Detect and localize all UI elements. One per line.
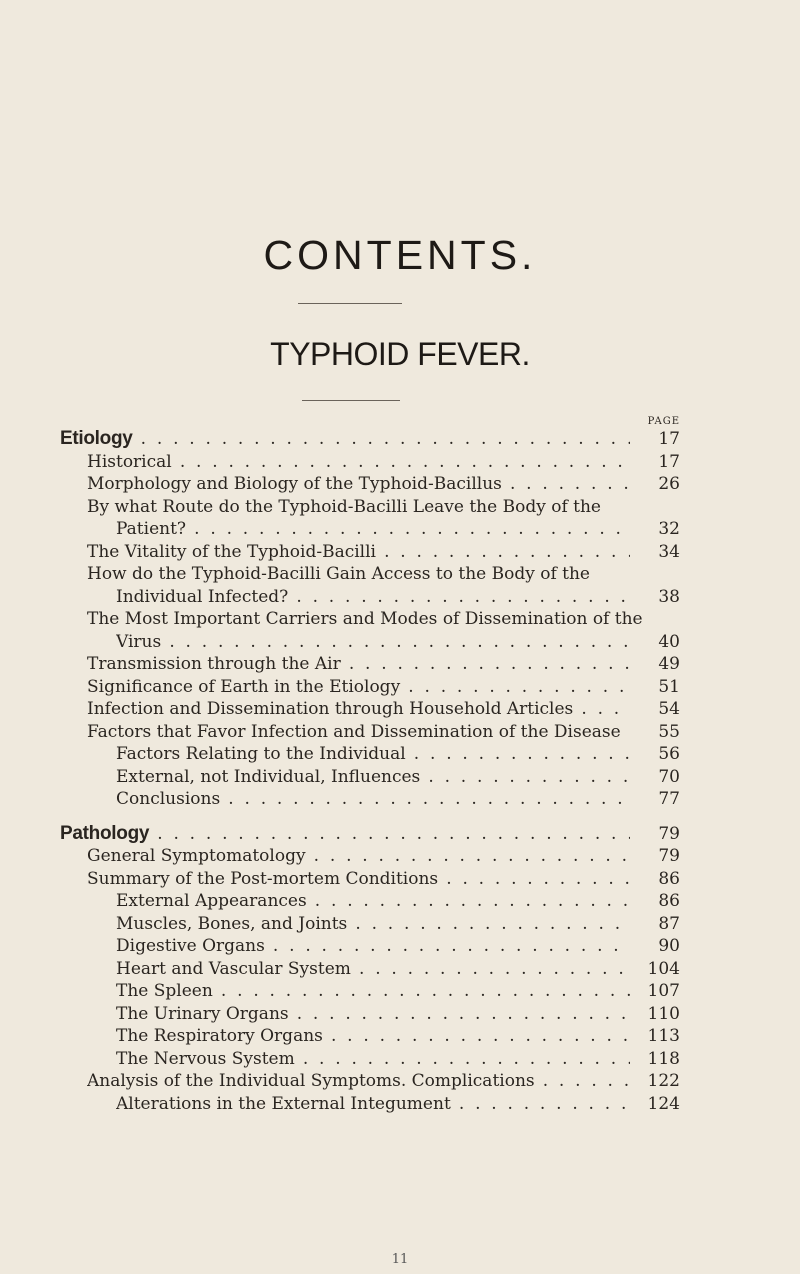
toc-entry-title: Significance of Earth in the Etiology (87, 676, 401, 697)
toc-page-number: 26 (658, 474, 680, 494)
toc-entry (60, 935, 680, 958)
toc-entry-title: Factors Relating to the Individual (116, 744, 406, 764)
toc-entry-title-continued: Individual Infected? . . . (116, 586, 630, 609)
toc-page-number: 32 (658, 519, 680, 539)
toc-entry-title: The Nervous System (116, 1048, 295, 1069)
divider-rule (302, 400, 400, 401)
toc-entry (60, 868, 680, 891)
toc-entry (60, 1093, 680, 1116)
toc-entry-title: The Spleen (116, 981, 213, 1001)
toc-page-number: 56 (658, 744, 680, 764)
toc-entry (60, 451, 680, 474)
toc-entry (60, 653, 680, 676)
toc-page-number: 17 (658, 429, 680, 449)
toc-entry-title: Factors that Favor Infection and Dissemination of the Disease (87, 721, 621, 742)
toc-entry-title: Digestive Organs (116, 936, 265, 956)
toc-entry (60, 1003, 680, 1026)
table-of-contents (60, 428, 680, 1115)
toc-page-number: 79 (658, 823, 680, 844)
toc-major-entry (60, 823, 680, 846)
toc-page-number: 34 (658, 541, 680, 562)
toc-entry-title: Transmission through the Air (87, 654, 341, 674)
toc-entry-title: Heart and Vascular System (116, 958, 351, 979)
toc-page-number: 49 (658, 654, 680, 674)
toc-entry (60, 788, 680, 811)
toc-entry-title: External, not Individual, Influences (116, 766, 421, 787)
toc-entry (60, 721, 680, 744)
toc-entry (60, 496, 680, 541)
toc-page-number: 86 (658, 891, 680, 911)
toc-page-number: 55 (658, 721, 680, 742)
toc-entry-title: Historical (87, 451, 172, 472)
toc-entry-title: External Appearances (116, 891, 307, 911)
toc-entry (60, 698, 680, 721)
section-title: TYPHOID FEVER. (270, 336, 530, 372)
toc-page-number: 70 (658, 766, 680, 787)
toc-page-number: 40 (658, 631, 680, 652)
toc-entry-title: The Vitality of the Typhoid-Bacilli (87, 541, 376, 562)
toc-entry (60, 958, 680, 981)
toc-page-number: 122 (647, 1071, 680, 1091)
toc-entry-title: The Respiratory Organs (116, 1026, 323, 1046)
toc-entry (60, 563, 680, 608)
toc-entry (60, 980, 680, 1003)
toc-major-entry (60, 428, 680, 451)
toc-entry-title-continued: Patient? . . . (116, 518, 630, 541)
toc-page-number: 77 (658, 789, 680, 809)
toc-entry (60, 541, 680, 564)
toc-entry-title: The Most Important Carriers and Modes of Dissemination of the (87, 609, 643, 629)
toc-entry (60, 743, 680, 766)
toc-entry (60, 890, 680, 913)
toc-page-number: 38 (658, 586, 680, 607)
toc-entry (60, 1025, 680, 1048)
toc-page-number: 104 (647, 958, 680, 979)
toc-entry-title: How do the Typhoid-Bacilli Gain Access to the Body of the (87, 564, 590, 584)
toc-page-number: 87 (658, 913, 680, 934)
toc-page-number: 54 (658, 699, 680, 719)
toc-entry (60, 845, 680, 868)
toc-page-number: 51 (658, 676, 680, 697)
divider-rule (298, 303, 402, 304)
toc-entry (60, 766, 680, 789)
toc-page-number: 113 (647, 1026, 680, 1046)
contents-title: CONTENTS. (263, 232, 537, 278)
toc-page-number: 90 (658, 936, 680, 956)
toc-entry-title-continued: Virus . . . (116, 631, 630, 654)
toc-entry-title: Conclusions (116, 789, 221, 809)
toc-page-number: 107 (647, 981, 680, 1001)
toc-entry-title: The Urinary Organs (116, 1003, 289, 1024)
toc-entry (60, 1048, 680, 1071)
toc-entry (60, 913, 680, 936)
page-number: 11 (391, 1252, 409, 1267)
toc-entry-title: By what Route do the Typhoid-Bacilli Leave the Body of the (87, 496, 601, 517)
toc-entry-title: Alterations in the External Integument (116, 1093, 451, 1114)
toc-entry-title: Etiology (60, 428, 133, 449)
page-column-label: PAGE (647, 416, 680, 427)
toc-entry-title: Summary of the Post-mortem Conditions (87, 868, 439, 889)
toc-entry-title: Analysis of the Individual Symptoms. Complications (87, 1071, 535, 1091)
toc-page-number: 86 (658, 868, 680, 889)
toc-entry (60, 608, 680, 653)
toc-page-number: 79 (658, 846, 680, 866)
toc-page-number: 110 (647, 1003, 680, 1024)
toc-entry (60, 473, 680, 496)
toc-entry-title: Morphology and Biology of the Typhoid-Bacillus (87, 474, 502, 494)
toc-entry (60, 676, 680, 699)
toc-entry-title: Pathology (60, 822, 150, 844)
toc-entry (60, 1070, 680, 1093)
toc-entry-title: Muscles, Bones, and Joints (116, 913, 348, 934)
toc-entry-title: General Symptomatology (87, 846, 306, 866)
toc-page-number: 124 (647, 1093, 680, 1114)
toc-page-number: 118 (647, 1048, 680, 1069)
toc-entry-title: Infection and Dissemination through Household Articles (87, 699, 574, 719)
toc-page-number: 17 (658, 451, 680, 472)
